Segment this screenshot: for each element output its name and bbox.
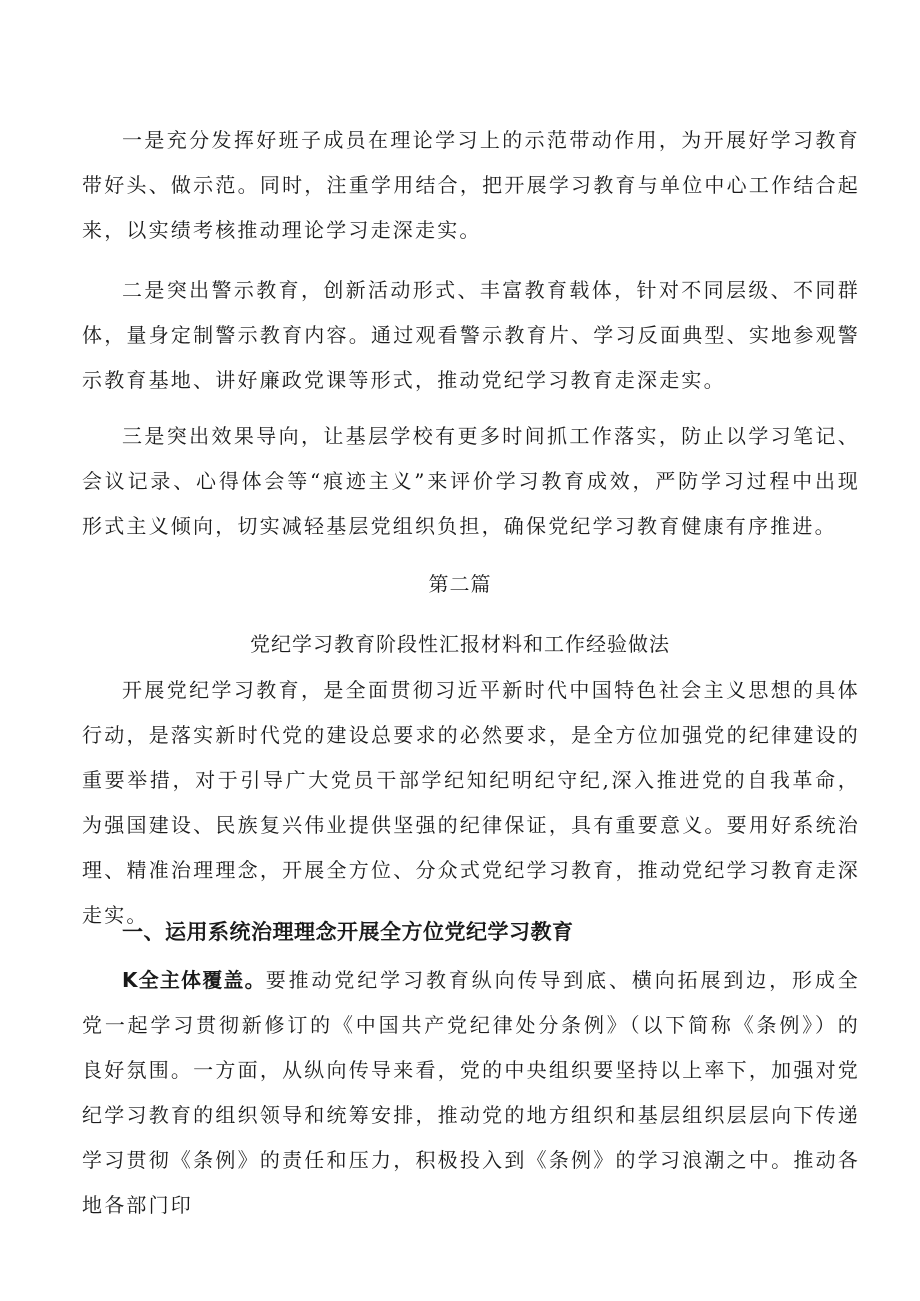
part-title: 第二篇: [428, 572, 492, 596]
document-title: 党纪学习教育阶段性汇报材料和工作经验做法: [250, 632, 670, 656]
paragraph-4: 开展党纪学习教育，是全面贯彻习近平新时代中国特色社会主义思想的具体行动，是落实新时代党的建设总要求的必然要求，是全方位加强党的纪律建设的重要举措，对于引导广大党员干部学纪知纪明纪守纪,深入推进党的自我革命，为强国建设、民族复兴伟业提供坚强的纪律保证，具有重要意义。要用好系统治理、精准治理理念，开展全方位、分众式党纪学习教育，推动党纪学习教育走深走实。: [82, 678, 860, 927]
paragraph-5: [82, 958, 860, 1228]
paragraph-2: 二是突出警示教育，创新活动形式、丰富教育载体，针对不同层级、不同群体，量身定制警示教育内容。通过观看警示教育片、学习反面典型、实地参观警示教育基地、讲好廉政党课等形式，推动党纪学习教育走深走实。: [82, 278, 860, 392]
paragraph-5-body: 要推动党纪学习教育纵向传导到底、横向拓展到边，形成全党一起学习贯彻新修订的《中国共产党纪律处分条例》（以下简称《条例》）的良好氛围。一方面，从纵向传导来看，党的中央组织要坚持以上率下，加强对党纪学习教育的组织领导和统筹安排，推动党的地方组织和基层组织层层向下传递学习贯彻《条例》的责任和压力，积极投入到《条例》的学习浪潮之中。推动各地各部门印: [82, 968, 861, 1217]
paragraph-3: 三是突出效果导向，让基层学校有更多时间抓工作落实，防止以学习笔记、会议记录、心得体会等“痕迹主义”来评价学习教育成效，严防学习过程中出现形式主义倾向，切实减轻基层党组织负担，确保党纪学习教育健康有序推进。: [82, 424, 860, 538]
paragraph-1: 一是充分发挥好班子成员在理论学习上的示范带动作用，为开展好学习教育带好头、做示范。同时，注重学用结合，把开展学习教育与单位中心工作结合起来，以实绩考核推动理论学习走深走实。: [82, 128, 860, 242]
section-heading-1: 一、运用系统治理理念开展全方位党纪学习教育: [122, 920, 574, 944]
paragraph-5-lead: K全主体覆盖。: [122, 968, 266, 992]
